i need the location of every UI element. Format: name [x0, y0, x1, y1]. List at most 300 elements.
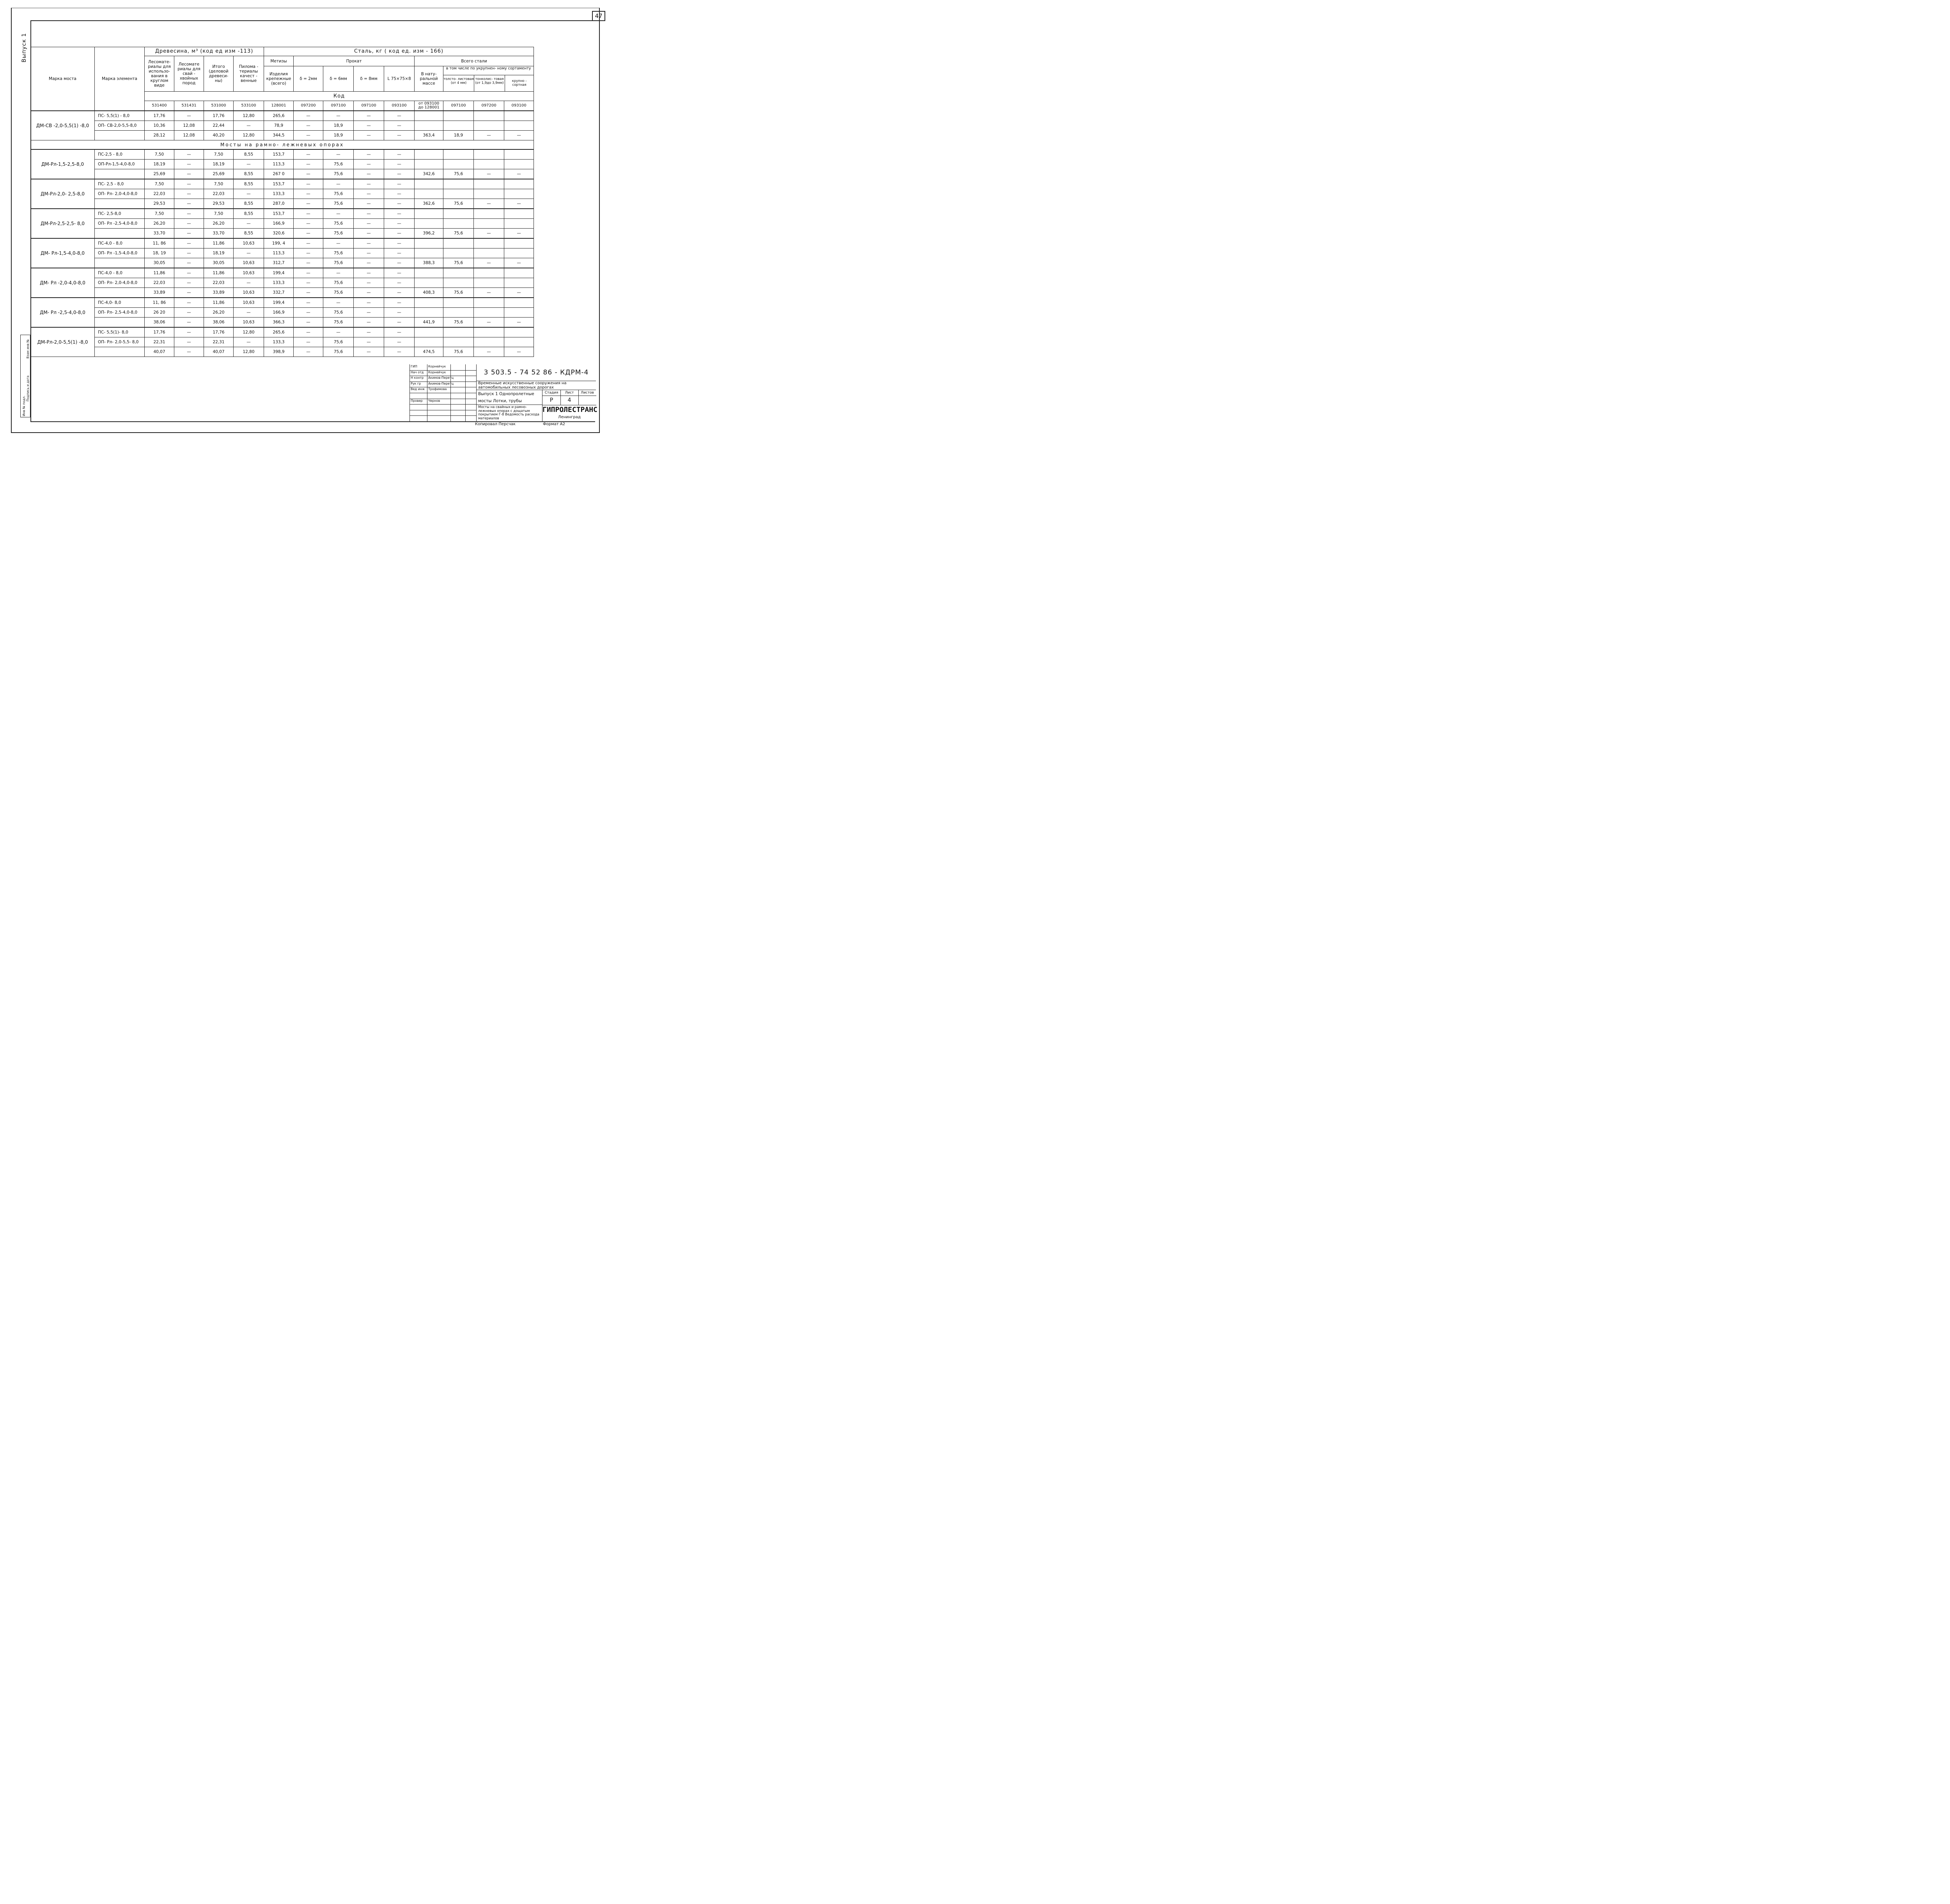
value-cell: 33,89	[204, 288, 234, 298]
blank-right	[534, 169, 596, 179]
value-cell: 18,9	[323, 121, 354, 131]
code-cell: 128001	[264, 101, 294, 111]
value-cell: 199, 4	[264, 238, 294, 248]
element-mark: ПС-2,5 - 8,0	[95, 149, 145, 160]
value-cell	[474, 209, 504, 219]
value-cell: 7,50	[204, 209, 234, 219]
value-cell	[415, 278, 443, 288]
drawing-sheet	[0, 0, 612, 440]
blank-right	[534, 229, 596, 239]
value-cell: —	[474, 318, 504, 328]
blank-right	[534, 199, 596, 209]
hdr-stal: Сталь, кг ( код ед. изм - 166)	[264, 47, 534, 56]
value-cell: 362,6	[415, 199, 443, 209]
stage-value: Р	[550, 397, 553, 403]
value-cell: —	[354, 149, 384, 160]
sheets-value	[578, 396, 596, 405]
value-cell: 408,3	[415, 288, 443, 298]
value-cell: 30,05	[145, 258, 174, 268]
value-cell	[504, 149, 534, 160]
element-mark	[95, 318, 145, 328]
value-cell: 26,20	[204, 308, 234, 318]
element-mark: ОП- Рл- 2,0-5,5- 8,0	[95, 337, 145, 347]
value-cell: —	[174, 327, 204, 337]
title-block	[410, 364, 596, 421]
materials-table	[30, 47, 596, 357]
hdr-marka-mosta: Марка моста	[31, 47, 95, 111]
signature-row	[410, 364, 476, 371]
frame-right-line	[599, 8, 600, 433]
value-cell	[415, 268, 443, 278]
value-cell: —	[384, 268, 415, 278]
value-cell: —	[294, 121, 323, 131]
value-cell: 75,6	[443, 199, 474, 209]
page-number: 47	[592, 11, 605, 21]
value-cell: —	[384, 121, 415, 131]
value-cell: 22,31	[204, 337, 234, 347]
value-cell: —	[354, 248, 384, 258]
signature-row	[410, 399, 476, 405]
signature-role: Рук гр	[411, 382, 421, 385]
value-cell	[474, 248, 504, 258]
value-cell: —	[294, 318, 323, 328]
value-cell: —	[323, 238, 354, 248]
value-cell: —	[294, 238, 323, 248]
value-cell: 75,6	[323, 219, 354, 229]
value-cell: 75,6	[443, 229, 474, 239]
value-cell	[474, 121, 504, 131]
value-cell: 33,70	[145, 229, 174, 239]
hdr-tolstolist: толсто- листовая (от 4 мм)	[443, 75, 474, 91]
element-mark: ОП- Рл -2,5-4,0-8,0	[95, 219, 145, 229]
value-cell: —	[323, 298, 354, 308]
blank-right	[534, 219, 596, 229]
value-cell: —	[174, 209, 204, 219]
value-cell: —	[294, 131, 323, 140]
signature-row	[410, 376, 476, 382]
organization	[542, 405, 596, 421]
value-cell: —	[474, 229, 504, 239]
value-cell: —	[354, 298, 384, 308]
blank-right	[534, 337, 596, 347]
value-cell: 12,80	[234, 131, 264, 140]
value-cell	[504, 308, 534, 318]
code-cell: 531000	[204, 101, 234, 111]
value-cell: —	[323, 268, 354, 278]
value-cell: —	[234, 121, 264, 131]
value-cell: 22,03	[145, 278, 174, 288]
value-cell: 75,6	[323, 248, 354, 258]
hdr-v-naturalnoi: В нату- ральной массе	[415, 66, 443, 92]
value-cell: —	[323, 149, 354, 160]
value-cell: 11,86	[145, 268, 174, 278]
value-cell: —	[174, 160, 204, 169]
value-cell: 8,55	[234, 169, 264, 179]
value-cell: 320,6	[264, 229, 294, 239]
value-cell	[415, 238, 443, 248]
value-cell	[415, 337, 443, 347]
value-cell	[474, 268, 504, 278]
value-cell: —	[354, 308, 384, 318]
value-cell: —	[174, 337, 204, 347]
value-cell: —	[384, 179, 415, 189]
value-cell: 18,19	[145, 160, 174, 169]
value-cell: —	[354, 131, 384, 140]
value-cell: 113,3	[264, 248, 294, 258]
value-cell	[415, 298, 443, 308]
value-cell: —	[384, 318, 415, 328]
value-cell: —	[174, 149, 204, 160]
value-cell: —	[294, 337, 323, 347]
value-cell: 38,06	[145, 318, 174, 328]
value-cell: —	[354, 111, 384, 121]
value-cell: 75,6	[323, 337, 354, 347]
element-mark	[95, 229, 145, 239]
value-cell	[443, 149, 474, 160]
element-mark	[95, 347, 145, 357]
value-cell	[504, 121, 534, 131]
value-cell	[504, 179, 534, 189]
signature-role: Провер	[411, 399, 423, 403]
value-cell: —	[294, 347, 323, 357]
value-cell: —	[354, 219, 384, 229]
blank-right	[534, 149, 596, 160]
table-row	[31, 179, 596, 189]
value-cell: 153,7	[264, 149, 294, 160]
value-cell: 40,07	[204, 347, 234, 357]
signature-row	[410, 370, 476, 376]
value-cell: 265,6	[264, 111, 294, 121]
signature-row	[410, 410, 476, 416]
blank-right	[534, 318, 596, 328]
value-cell: —	[174, 278, 204, 288]
bridge-mark: ДМ-СВ -2,0-5,5(1) -8,0	[31, 111, 95, 140]
blank-right	[534, 47, 596, 111]
table-row	[31, 149, 596, 160]
value-cell	[504, 327, 534, 337]
value-cell: —	[384, 347, 415, 357]
value-cell: —	[294, 179, 323, 189]
value-cell: —	[354, 278, 384, 288]
value-cell	[504, 160, 534, 169]
value-cell	[415, 111, 443, 121]
hdr-d2: δ = 2мм	[294, 66, 323, 92]
org-name: ГИПРОЛЕСТРАНС	[542, 406, 597, 414]
value-cell: —	[384, 209, 415, 219]
table-row	[31, 278, 596, 288]
value-cell	[504, 278, 534, 288]
value-cell	[443, 179, 474, 189]
value-cell: 10,63	[234, 298, 264, 308]
value-cell: 441,9	[415, 318, 443, 328]
value-cell: —	[384, 248, 415, 258]
value-cell: 199,4	[264, 268, 294, 278]
signature-role: Нач отд	[411, 370, 424, 374]
blank-right	[534, 248, 596, 258]
code-cell: от 093100 до 128001	[415, 101, 443, 111]
value-cell: 10,63	[234, 238, 264, 248]
code-cell: 093100	[504, 101, 534, 111]
element-mark: ПС-4,0 - 8,0	[95, 238, 145, 248]
value-cell: 78,9	[264, 121, 294, 131]
table-row	[31, 308, 596, 318]
table-row	[31, 327, 596, 337]
value-cell: —	[384, 258, 415, 268]
table-row	[31, 268, 596, 278]
value-cell: —	[474, 288, 504, 298]
value-cell: 26 20	[145, 308, 174, 318]
signature-name: Чернов	[428, 399, 440, 403]
value-cell: 75,6	[443, 288, 474, 298]
element-mark: ОП- Рл -1,5-4,0-8,0	[95, 248, 145, 258]
blank-right	[534, 209, 596, 219]
value-cell: —	[354, 160, 384, 169]
value-cell: 11, 86	[145, 298, 174, 308]
value-cell: —	[294, 219, 323, 229]
value-cell: 10,63	[234, 318, 264, 328]
blank-right	[534, 347, 596, 357]
value-cell: 22,03	[145, 189, 174, 199]
value-cell	[415, 160, 443, 169]
blank-right	[534, 238, 596, 248]
hdr-lesomat-svai: Лесомате риалы для свай - хвойных пород	[174, 56, 204, 92]
value-cell: —	[294, 199, 323, 209]
value-cell: 199,4	[264, 298, 294, 308]
value-cell: —	[174, 268, 204, 278]
signature-name: Акимов-Перетц	[428, 382, 454, 385]
title-block-main	[476, 364, 596, 421]
value-cell	[443, 219, 474, 229]
value-cell: —	[323, 179, 354, 189]
value-cell: 11,86	[204, 268, 234, 278]
value-cell: —	[354, 209, 384, 219]
code-cell: 097100	[323, 101, 354, 111]
signature-name: Трофимова	[428, 387, 447, 391]
hdr-krupnosort: крупно - сортная	[512, 79, 527, 87]
sheets-label: Листов	[578, 390, 596, 396]
value-cell: 75,6	[323, 308, 354, 318]
value-cell: —	[354, 268, 384, 278]
blank-right	[534, 327, 596, 337]
value-cell: 75,6	[323, 278, 354, 288]
value-cell: 22,03	[204, 278, 234, 288]
element-mark	[95, 131, 145, 140]
value-cell: 11,86	[204, 238, 234, 248]
sheet-label: Лист	[560, 390, 578, 396]
value-cell: 28,12	[145, 131, 174, 140]
value-cell: —	[354, 347, 384, 357]
value-cell	[474, 308, 504, 318]
value-cell	[474, 278, 504, 288]
value-cell: —	[384, 298, 415, 308]
value-cell: 17,76	[145, 111, 174, 121]
table-row	[31, 347, 596, 357]
value-cell: —	[174, 199, 204, 209]
element-mark: ПС- 5,5(1)- 8,0	[95, 327, 145, 337]
org-city: Ленинград	[558, 415, 581, 419]
value-cell: 8,55	[234, 229, 264, 239]
bridge-mark: ДМ-Рл-2,5-2,5- 8,0	[31, 209, 95, 238]
groups-rest	[31, 149, 596, 357]
hdr-tonkolist: тонколис- товая (от 1,9до 3,9мм)	[474, 75, 505, 91]
value-cell: —	[234, 189, 264, 199]
value-cell: —	[174, 111, 204, 121]
value-cell: —	[384, 288, 415, 298]
value-cell: 17,76	[204, 111, 234, 121]
value-cell: —	[384, 229, 415, 239]
signature-row	[410, 393, 476, 399]
element-mark	[95, 288, 145, 298]
element-mark	[95, 169, 145, 179]
value-cell: —	[474, 347, 504, 357]
value-cell	[415, 327, 443, 337]
value-cell: 22,31	[145, 337, 174, 347]
value-cell: —	[384, 111, 415, 121]
value-cell: —	[354, 288, 384, 298]
value-cell: 7,50	[204, 149, 234, 160]
value-cell	[415, 308, 443, 318]
value-cell: 38,06	[204, 318, 234, 328]
table-row	[31, 111, 596, 121]
value-cell: 75,6	[323, 288, 354, 298]
title-block-signatures	[410, 364, 476, 421]
value-cell	[443, 278, 474, 288]
value-cell	[474, 337, 504, 347]
hdr-marka-elementa: Марка элемента	[95, 47, 145, 111]
table-row	[31, 318, 596, 328]
blank-right	[534, 288, 596, 298]
value-cell: 12,08	[174, 131, 204, 140]
stage-label: Стадия	[542, 390, 560, 396]
value-cell	[474, 160, 504, 169]
value-cell: 11, 86	[145, 238, 174, 248]
hdr-d6: δ = 6мм	[323, 66, 354, 92]
value-cell: —	[174, 219, 204, 229]
value-cell: —	[294, 248, 323, 258]
blank-right	[534, 111, 596, 121]
bridge-mark: ДМ- Рл-1,5-4,0-8,0	[31, 238, 95, 268]
table-row	[31, 288, 596, 298]
element-mark	[95, 258, 145, 268]
value-cell: —	[354, 238, 384, 248]
value-cell: 8,55	[234, 149, 264, 160]
value-cell	[443, 209, 474, 219]
bridge-mark: ДМ-Рл-2,0- 2,5-8,0	[31, 179, 95, 209]
signature-row	[410, 382, 476, 388]
code-cell: 533100	[234, 101, 264, 111]
value-cell	[504, 189, 534, 199]
table-row	[31, 298, 596, 308]
value-cell: —	[234, 160, 264, 169]
value-cell	[504, 248, 534, 258]
value-cell: 22,03	[204, 189, 234, 199]
value-cell: —	[504, 229, 534, 239]
code-cell: 097200	[474, 101, 504, 111]
value-cell: 22,44	[204, 121, 234, 131]
value-cell: 18,19	[204, 248, 234, 258]
value-cell: —	[384, 149, 415, 160]
blank-right	[534, 278, 596, 288]
value-cell: —	[174, 238, 204, 248]
value-cell	[415, 209, 443, 219]
value-cell: 166,9	[264, 308, 294, 318]
value-cell	[504, 238, 534, 248]
value-cell: —	[294, 278, 323, 288]
value-cell: 18, 19	[145, 248, 174, 258]
value-cell: —	[504, 318, 534, 328]
blank-right	[534, 298, 596, 308]
value-cell	[504, 268, 534, 278]
value-cell: 75,6	[323, 347, 354, 357]
hdr-drevesina: Древесина, м³ (код ед изм -113)	[145, 47, 264, 56]
hdr-metizy: Метизы	[264, 56, 294, 66]
value-cell	[504, 209, 534, 219]
value-cell: —	[174, 179, 204, 189]
table-row	[31, 131, 596, 140]
value-cell: 265,6	[264, 327, 294, 337]
value-cell: —	[294, 111, 323, 121]
value-cell: 25,69	[204, 169, 234, 179]
value-cell: —	[384, 219, 415, 229]
element-mark: ОП- Рл- 2,5-4,0-8,0	[95, 308, 145, 318]
value-cell: 8,55	[234, 179, 264, 189]
value-cell	[504, 111, 534, 121]
value-cell: —	[474, 258, 504, 268]
value-cell	[443, 111, 474, 121]
value-cell: 18,9	[443, 131, 474, 140]
bridge-mark: ДМ- Рл -2,5-4,0-8,0	[31, 298, 95, 327]
section-rama-lezhnevye: Мосты на рамно- лежневых опорах	[31, 140, 534, 150]
value-cell: 133,3	[264, 278, 294, 288]
value-cell: —	[234, 308, 264, 318]
blank-right	[534, 268, 596, 278]
value-cell: 342,6	[415, 169, 443, 179]
table-row	[31, 189, 596, 199]
value-cell: 287,0	[264, 199, 294, 209]
code-cell: 097200	[294, 101, 323, 111]
element-mark: ПС- 5,5(1) - 8,0	[95, 111, 145, 121]
value-cell: —	[384, 199, 415, 209]
value-cell	[415, 189, 443, 199]
value-cell: —	[384, 327, 415, 337]
value-cell	[474, 111, 504, 121]
signature-role: Н контр	[411, 376, 424, 380]
side-label: Выпуск 1	[21, 33, 27, 62]
stage-box	[542, 390, 596, 405]
value-cell: —	[504, 347, 534, 357]
value-cell: —	[354, 121, 384, 131]
value-cell: —	[504, 169, 534, 179]
value-cell: 75,6	[443, 169, 474, 179]
hdr-kod: Код	[145, 92, 534, 101]
value-cell	[443, 298, 474, 308]
value-cell: 75,6	[323, 160, 354, 169]
value-cell: 7,50	[145, 149, 174, 160]
element-mark: ОП-Рл-1,5-4,0-8,0	[95, 160, 145, 169]
value-cell: 10,63	[234, 268, 264, 278]
signature-name: Корнейчук	[428, 365, 446, 368]
value-cell: 75,6	[443, 258, 474, 268]
value-cell: —	[384, 308, 415, 318]
value-cell	[443, 238, 474, 248]
value-cell: 75,6	[323, 318, 354, 328]
hdr-ugol: L 75×75×8	[384, 66, 415, 92]
value-cell: 40,07	[145, 347, 174, 357]
table-row	[31, 199, 596, 209]
value-cell: —	[174, 258, 204, 268]
value-cell: —	[294, 308, 323, 318]
value-cell: —	[294, 169, 323, 179]
